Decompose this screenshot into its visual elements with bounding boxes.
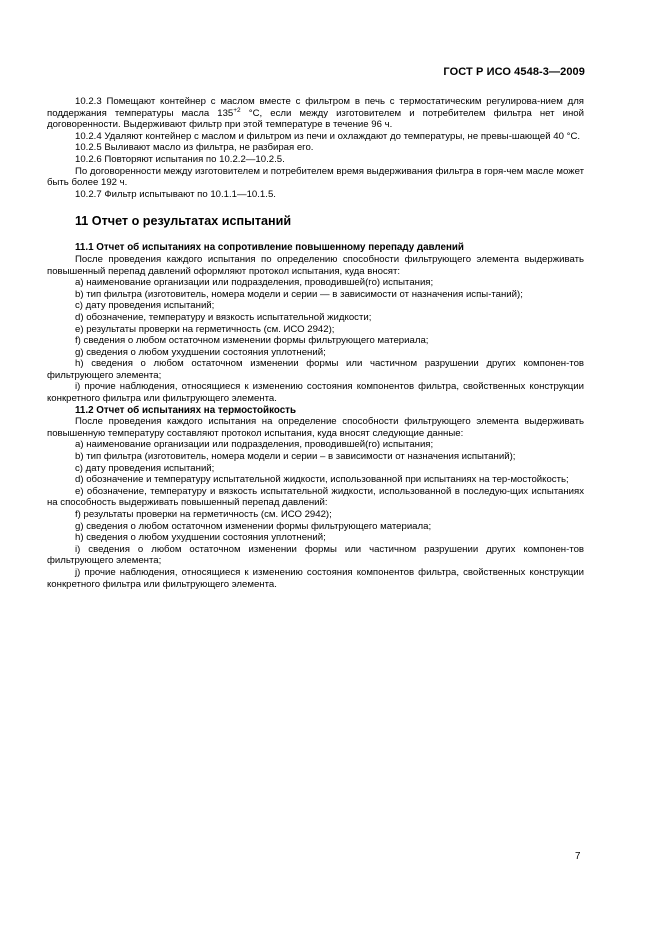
list-item: j) прочие наблюдения, относящиеся к изменению состояния компонентов фильтра, свойственных конструкции конкретного фильтра или фильтрующего элемента. (47, 566, 584, 590)
subsection-11-2-intro: После проведения каждого испытания на определение способности фильтрующего элемента выдерживать повышенную температуру составляют протокол испытания, куда вносят следующие данные: (47, 416, 584, 439)
subsection-11-1-intro: После проведения каждого испытания по определению способности фильтрующего элемента выдерживать повышенный перепад давлений оформляют протокол испытания, куда вносят: (47, 253, 584, 277)
list-item: b) тип фильтра (изготовитель, номера модели и серии – в зависимости от назначения испытаний); (75, 451, 516, 463)
paragraph-10-2-5: 10.2.5 Выливают масло из фильтра, не разбирая его. (75, 142, 314, 154)
temperature-tolerance: +2 (233, 106, 241, 114)
paragraph-10-2-3 (47, 96, 584, 131)
document-body (47, 96, 584, 590)
list-item: h) сведения о любом остаточном изменении формы или частичном разрушении других компонен-тов фильтрующего элемента; (47, 358, 584, 381)
subsection-11-2-list (47, 439, 584, 590)
list-item: d) обозначение, температуру и вязкость испытательной жидкости; (75, 311, 372, 323)
list-item: i) сведения о любом остаточном изменении формы или частичном разрушении других компонен-тов фильтрующего элемента; (47, 543, 584, 567)
page-number: 7 (575, 851, 581, 862)
list-item: i) прочие наблюдения, относящиеся к изменению состояния компонентов фильтра, свойственных конструкции конкретного фильтра или фильтрующего элемента. (47, 381, 584, 405)
list-item: b) тип фильтра (изготовитель, номера модели и серии — в зависимости от назначения испы-таний); (75, 288, 523, 300)
paragraph-10-2-6: 10.2.6 Повторяют испытания по 10.2.2—10.2.5. (75, 153, 285, 165)
document-code: ГОСТ Р ИСО 4548-3—2009 (443, 66, 585, 78)
list-item: h) сведения о любом ухудшении состояния уплотнений; (75, 532, 326, 544)
paragraph-text: °С, если между изготовителем и потребителем фильтра нет иной договоренности. Выдерживают фильтр при этой температуре в течение 96 ч. (47, 107, 584, 131)
list-item: a) наименование организации или подразделения, проводившей(го) испытания; (75, 277, 434, 289)
list-item: f) результаты проверки на герметичность (см. ИСО 2942); (75, 509, 332, 520)
list-item: a) наименование организации или подразделения, проводившей(го) испытания; (75, 439, 434, 451)
paragraph-10-2-4: 10.2.4 Удаляют контейнер с маслом и фильтром из печи и охлаждают до температуры, не превы-шающей 40 °С. (75, 130, 581, 142)
list-item: f) сведения о любом остаточном изменении формы фильтрующего материала; (75, 335, 429, 347)
list-item: e) результаты проверки на герметичность (см. ИСО 2942); (75, 323, 335, 335)
list-item: c) дату проведения испытаний; (75, 462, 215, 474)
paragraph-text: 10.2.3 Помещают контейнер с маслом вместе с фильтром в печь с термостатическим регулирова-нием для поддержания температуры масла 135 (47, 96, 584, 119)
list-item: c) дату проведения испытаний; (75, 300, 215, 312)
list-item: e) обозначение, температуру и вязкость испытательной жидкости, использованной в последую-щих испытаниях на способность выдерживать повышенный перепад давлений: (47, 485, 584, 509)
subsection-11-2-title: 11.2 Отчет об испытаниях на термостойкость (75, 404, 296, 416)
section-11-title: 11 Отчет о результатах испытаний (75, 214, 292, 229)
subsection-11-1-title: 11.1 Отчет об испытаниях на сопротивление повышенному перепаду давлений (75, 242, 464, 254)
paragraph-10-2-7: 10.2.7 Фильтр испытывают по 10.1.1—10.1.5. (75, 188, 276, 200)
list-item: d) обозначение и температуру испытательной жидкости, использованной при испытаниях на тер-мостойкость; (75, 474, 569, 486)
list-item: g) сведения о любом остаточном изменении формы фильтрующего материала; (75, 520, 432, 532)
paragraph-agreement: По договоренности между изготовителем и потребителем время выдерживания фильтра в горя-чем масле может быть более 192 ч. (47, 165, 584, 189)
list-item: g) сведения о любом ухудшении состояния уплотнений; (75, 346, 326, 358)
subsection-11-1-list (47, 277, 584, 405)
